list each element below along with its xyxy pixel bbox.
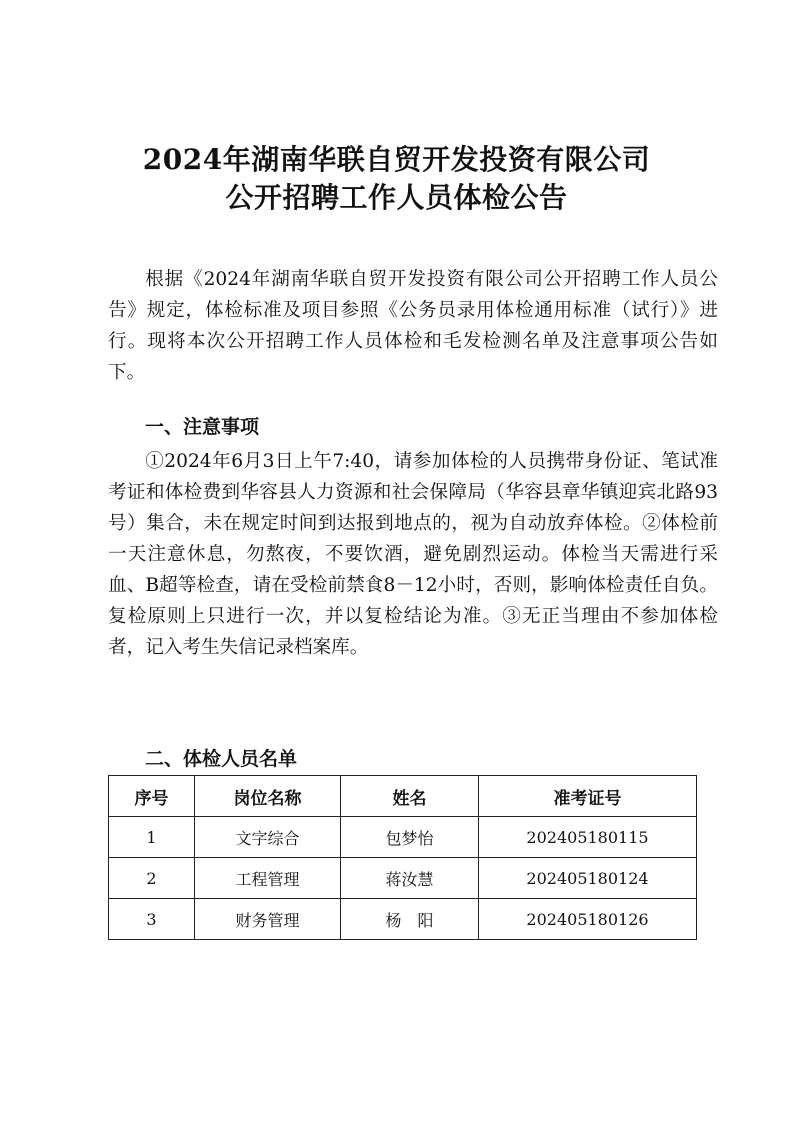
table-header-row: [109, 776, 697, 817]
cell-position: 文字综合: [195, 817, 341, 858]
cell-seq: 1: [109, 817, 195, 858]
notes-paragraph: ①2024年6月3日上午7:40，请参加体检的人员携带身份证、笔试准考证和体检费到华容县人力资源和社会保障局（华容县章华镇迎宾北路93号）集合，未在规定时间到达报到地点的，视为自动放弃体检。②体检前一天注意休息，勿熬夜，不要饮酒，避免剧烈运动。体检当天需进行采血、B超等检查，请在受检前禁食8－12小时，否则，影响体检责任自负。复检原则上只进行一次，并以复检结论为准。③无正当理由不参加体检者，记入考生失信记录档案库。: [108, 451, 718, 658]
intro-paragraph: 根据《2024年湖南华联自贸开发投资有限公司公开招聘工作人员公告》规定，体检标准及项目参照《公务员录用体检通用标准（试行）》进行。现将本次公开招聘工作人员体检和毛发检测名单及注意事项公告如下。: [108, 269, 718, 383]
section-heading-notes: 一、注意事项: [145, 416, 260, 438]
table-row: [109, 817, 697, 858]
cell-exam-id: 202405180124: [479, 858, 697, 899]
header-position: 岗位名称: [195, 776, 341, 817]
cell-seq: 3: [109, 899, 195, 940]
cell-exam-id: 202405180115: [479, 817, 697, 858]
cell-position: 工程管理: [195, 858, 341, 899]
cell-exam-id: 202405180126: [479, 899, 697, 940]
cell-name: 蒋汝慧: [341, 858, 479, 899]
table-row: [109, 858, 697, 899]
title-line-2: 公开招聘工作人员体检公告: [225, 181, 568, 214]
roster-table: [108, 775, 697, 940]
cell-name: 杨 阳: [341, 899, 479, 940]
header-name: 姓名: [341, 776, 479, 817]
cell-seq: 2: [109, 858, 195, 899]
title-line-1: 2024年湖南华联自贸开发投资有限公司: [142, 143, 651, 176]
cell-position: 财务管理: [195, 899, 341, 940]
cell-name: 包梦怡: [341, 817, 479, 858]
section-heading-roster: 二、体检人员名单: [145, 748, 298, 770]
header-exam-id: 准考证号: [479, 776, 697, 817]
table-row: [109, 899, 697, 940]
header-seq: 序号: [109, 776, 195, 817]
